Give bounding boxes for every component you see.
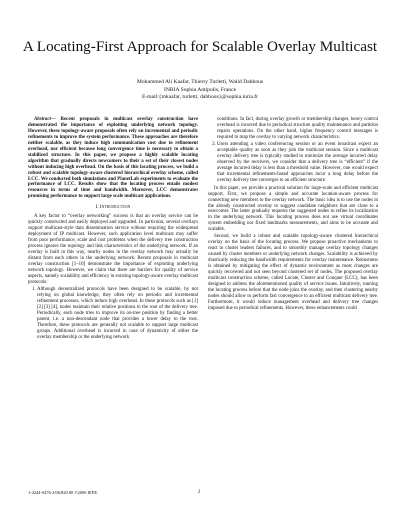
paper-title: A Locating-First Approach for Scalable Overlay Multicast bbox=[22, 38, 378, 55]
copyright-footer: 1-4244-0476-2/06/$20.00 ©2006 IEEE. bbox=[28, 490, 99, 495]
abstract bbox=[28, 117, 198, 200]
right-column bbox=[208, 117, 378, 313]
left-column bbox=[28, 117, 198, 343]
abstract-lead: Abstract bbox=[34, 117, 51, 122]
issues-list bbox=[28, 287, 198, 341]
intro-paragraph: A key factor to “overlay networking” success is that an overlay service can be quickly constructed and easily deployed and upgraded. In particular, several overlays support multicast-style data dissemination service without requiring the widespread deployment of IP multicast. However, such application level multicast may suffer from poor performance, scale and cost problems when the delivery tree construction process ignores the topology and link characteristics of the underlying network. If an overlay is built in this way, nearby nodes in the overlay network may actually be distant from each others in the underlying network. Recent proposals in multicast overlay construction [1–10] demonstrate the importance of exploiting underlying network topology. However, we claim that there are barriers for quality of service aspects, namely scalability and efficiency in existing topology-aware overlay multicast protocols: bbox=[28, 214, 198, 285]
issues-list-item-2: 2. Users attending a video conferencing session or an event broadcast expect an acceptable quality as soon as they join the multicast session. Since a multicast overlay delivery tree is typically studied to minimize the average incurred delay observed by the receivers, we consider that a delivery tree is “efficient” if the average incurred delay is less than a threshold value. However, one would expect that incremental refinements-based approaches incur a long delay before the overlay delivery tree converges to an efficient structure. bbox=[217, 142, 378, 184]
page-number: 2 bbox=[198, 490, 201, 495]
issues-list-continued bbox=[208, 142, 378, 184]
email-line: E-mail:{mkaafar, turletti, dabbous}@sophia.inria.fr bbox=[142, 94, 258, 101]
author-block bbox=[20, 79, 380, 102]
list-item-1-continuation: conditions. In fact, during overlay growth or membership changes, heavy control overhead is incurred due to periodical structure quality maintenance and partition repairs operations. On the other hand, higher frequency control messages is required to map the overlay to varying network characteristics. bbox=[217, 117, 378, 140]
body-paragraph-2: Second, we build a robust and scalable topology-aware clustered hierarchical overlay on the basis of the locating process. We propose proactive mechanisms to react to cluster leaders failures, and to smoothly manage overlay topology changes caused by cluster members or underlying network changes. Scalability is achieved by drastically reducing the bandwidth requirements for overlay maintenance. Robustness is obtained by mitigating the effect of dynamic environment as most changes are quickly recovered and not seen beyond clustered set of nodes. The proposed overlay multicast construction scheme, called Locate, Cluster and Conquer (LCC), has been designed to address the aforementioned quality of service issues. Intuitively, running the locating process before that the node joins the overlay, and then clustering nearby nodes should allow to perform fast convergence to an efficient multicast delivery tree. Furthermore, it would reduce management overhead and delivery tree changes imposed due to periodical refinements. However, these enhancements could bbox=[208, 234, 378, 311]
abstract-text: — Recent proposals in multicast overlay construction have demonstrated the importance of exploiting underlying network topology. However, these topology-aware proposals often rely on incremental and periodic refinements to improve the system performance. These approaches are therefore neither scalable, as they induce high communication cost due to refinement overhead, nor efficient because long convergence time is necessary to obtain a stabilized structure. In this paper, we propose a highly scalable locating algorithm that gradually directs newcomers to their a set of their closest nodes without inducing high overhead. On the basis of this locating process, we build a robust and scalable topology-aware clustered hierarchical overlay scheme, called LCC. We conducted both simulations and PlanetLab experiments to evaluate the performance of LCC. Results show that the locating process entails modest resources in terms of time and bandwidth. Moreover, LCC demonstrates promising performance to support large scale multicast applications. bbox=[28, 117, 198, 200]
author-names: Mohammed Ali Kaafar, Thierry Turletti, Walid Dabbous bbox=[136, 79, 264, 85]
affiliation: INRIA Sophia Antipolis, France bbox=[163, 86, 237, 93]
section-heading-introduction: I. Introduction bbox=[95, 205, 131, 211]
body-paragraph-1: In this paper, we provide a practical solution for large-scale and efficient multicast support. First, we propose a simple and accurate location-aware process for connecting new members to the overlay network. The basic idea is to use the nodes in the already constructed overlay to suggest candidate neighbors that are close to a newcomer. The latter gradually requests the suggested nodes to refine its localization in the underlying network. This locating process does not use virtual coordinates system embedding nor fixed landmarks measurements, and aims to be accurate and scalable. bbox=[208, 185, 378, 233]
issues-list-item-1: 1. Although decentralized protocols have been designed to be scalable, by not relying on global knowledge, they often rely on periodic and incremental refinement processes, which induce high overhead. In these protocols such as [1] [2] [3] [4], nodes maintain their relative positions to the root of the delivery tree. Periodically, each node tries to improve its on-tree position by finding a better parent, i.e. a non-descendant node that provides a lower delay to the root. Therefore, these protocols are generally not scalable to support large multicast groups. Additional overhead is incurred in case of dynamicity of either the overlay membership or the underlying network bbox=[37, 287, 198, 341]
